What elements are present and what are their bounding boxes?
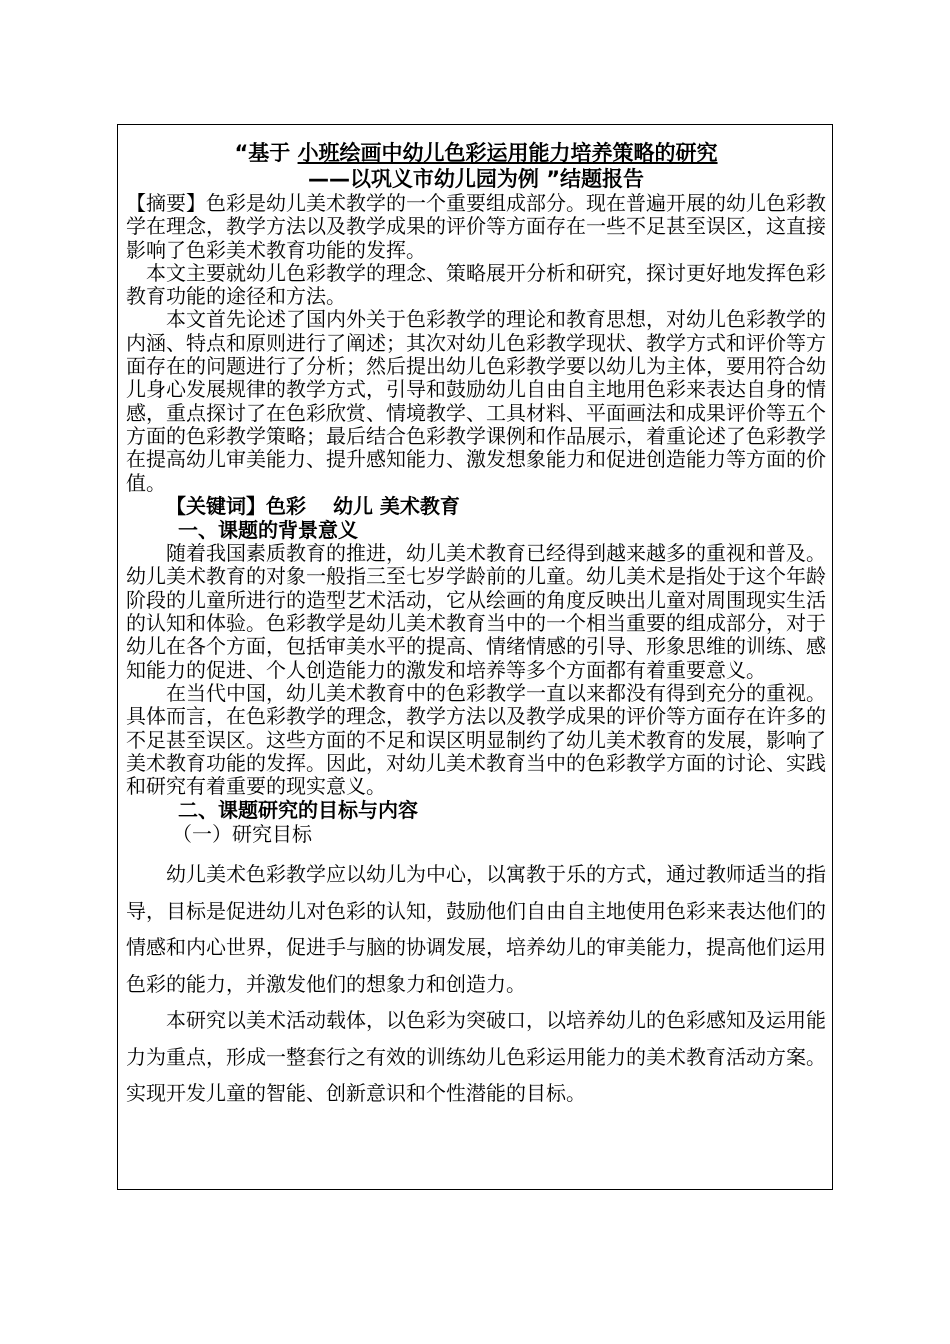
section1-heading: 一、课题的背景意义 (178, 518, 358, 543)
report-title-line2: ——以巩义市幼儿园为例 ”结题报告 (307, 167, 645, 191)
abstract-paragraph-3: 本文首先论述了国内外关于色彩教学的理论和教育思想，对幼儿色彩教学的内涵、特点和原则进行了阐述；其次对幼儿色彩教学现状、教学方式和评价等方面存在的问题进行了分析；然后提出幼儿色彩教学要以幼儿为主体，要用符合幼儿身心发展规律的教学方式，引导和鼓励幼儿自由自主地用色彩来表达自身的情感，重点探讨了在色彩欣赏、情境教学、工具材料、平面画法和成果评价等五个方面的色彩教学策略；最后结合色彩教学课例和作品展示，着重论述了色彩教学在提高幼儿审美能力、提升感知能力、激发想象能力和促进创造能力等方面的价值。 (126, 307, 826, 495)
keywords-terms: 色彩 幼儿 美术教育 (266, 493, 460, 518)
section2-heading: 二、课题研究的目标与内容 (178, 798, 418, 823)
keywords-line (126, 495, 826, 518)
title-prefix: “基于 (234, 141, 298, 165)
section2-paragraph-1: 幼儿美术色彩教学应以幼儿为中心，以寓教于乐的方式，通过教师适当的指导，目标是促进幼儿对色彩的认知，鼓励他们自由自主地使用色彩来表达他们的情感和内心世界，促进手与脑的协调发展，培养幼儿的审美能力，提高他们运用色彩的能力，并激发他们的想象力和创造力。 (126, 862, 826, 996)
abstract-text-1: 色彩是幼儿美术教学的一个重要组成部分。现在普遍开展的幼儿色彩教学在理念，教学方法以及教学成果的评价等方面存在一些不足甚至误区，这直接影响了色彩美术教育功能的发挥。 (126, 191, 826, 262)
abstract-paragraph-2: 本文主要就幼儿色彩教学的理念、策略展开分析和研究，探讨更好地发挥色彩教育功能的途径和方法。 (126, 260, 826, 309)
abstract-paragraph-1 (126, 192, 826, 262)
section2-subheading: （一）研究目标 (172, 822, 312, 847)
report-body (126, 140, 826, 1112)
report-title-line1 (126, 140, 826, 166)
title-underlined-topic: 小班绘画中幼儿色彩运用能力培养策略的研究 (297, 141, 718, 165)
section1-paragraph-2: 在当代中国，幼儿美术教育中的色彩教学一直以来都没有得到充分的重视。具体而言，在色彩教学的理念，教学方法以及教学成果的评价等方面存在许多的不足甚至误区。这些方面的不足和误区明显制约了幼儿美术教育的发展，影响了美术教育功能的发挥。因此，对幼儿美术教育当中的色彩教学方面的讨论、实践和研究有着重要的现实意义。 (126, 680, 826, 799)
section2-paragraph-2: 本研究以美术活动载体，以色彩为突破口，以培养幼儿的色彩感知及运用能力为重点，形成一整套行之有效的训练幼儿色彩运用能力的美术教育活动方案。实现开发儿童的智能、创新意识和个性潜能的目标。 (126, 1008, 826, 1106)
abstract-label: 【摘要】 (126, 191, 206, 215)
keywords-label: 【关键词】 (166, 493, 266, 518)
section1-paragraph-1: 随着我国素质教育的推进，幼儿美术教育已经得到越来越多的重视和普及。幼儿美术教育的对象一般指三至七岁学龄前的儿童。幼儿美术是指处于这个年龄阶段的儿童所进行的造型艺术活动，它从绘画的角度反映出儿童对周围现实生活的认知和体验。色彩教学是幼儿美术教育当中的一个相当重要的组成部分，对于幼儿在各个方面，包括审美水平的提高、情绪情感的引导、形象思维的训练、感知能力的促进、个人创造能力的激发和培养等多个方面都有着重要意义。 (126, 541, 826, 682)
